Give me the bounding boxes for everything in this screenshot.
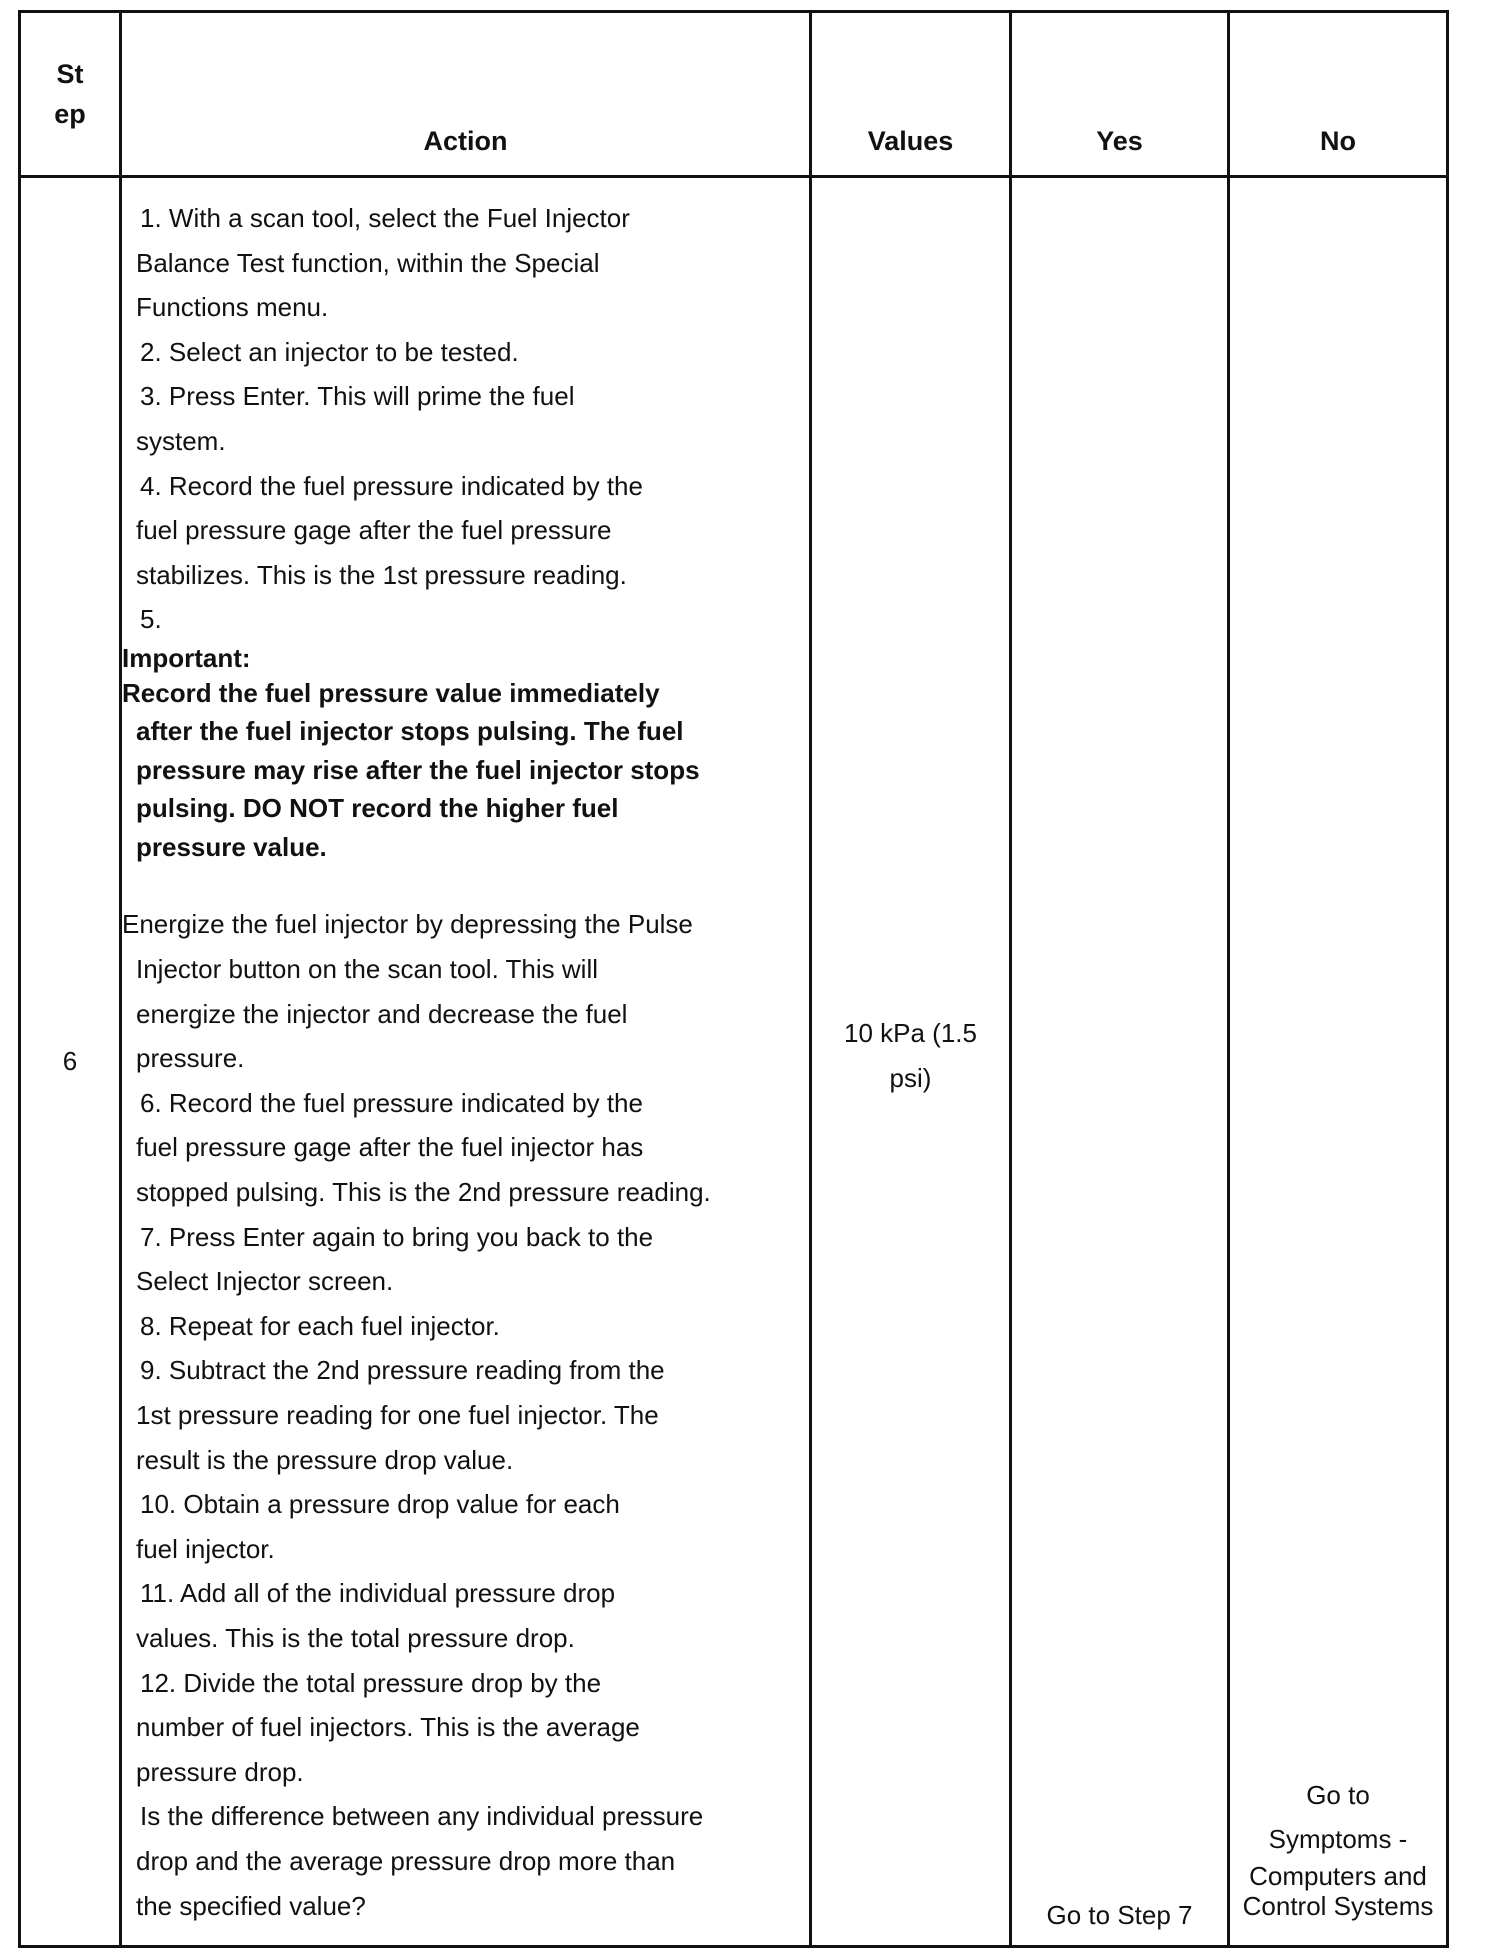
important-line: pressure may rise after the fuel injector stops	[136, 754, 700, 785]
question-line: the specified value?	[136, 1890, 366, 1921]
action-line: 3. Press Enter. This will prime the fuel	[140, 381, 575, 412]
action-line: fuel injector.	[136, 1533, 275, 1564]
question-line: drop and the average pressure drop more than	[136, 1845, 676, 1876]
action-line: Select Injector screen.	[136, 1266, 394, 1297]
header-step-line1: St	[56, 59, 84, 89]
important-line: Record the fuel pressure value immediately	[122, 677, 660, 708]
header-action: Action	[121, 12, 811, 177]
action-line: 7. Press Enter again to bring you back to the	[140, 1221, 654, 1252]
action-line: result is the pressure drop value.	[136, 1444, 514, 1475]
action-line: 1st pressure reading for one fuel injector. The	[136, 1399, 659, 1430]
action-line: values. This is the total pressure drop.	[136, 1622, 575, 1653]
important-label: Important:	[122, 642, 251, 673]
action-line: 12. Divide the total pressure drop by the	[140, 1667, 602, 1698]
important-line: after the fuel injector stops pulsing. The fuel	[136, 716, 684, 747]
header-yes: Yes	[1011, 12, 1229, 177]
question-line: Is the difference between any individual pressure	[140, 1801, 704, 1832]
action-line: 8. Repeat for each fuel injector.	[140, 1310, 500, 1341]
action-line: fuel pressure gage after the fuel pressure	[136, 515, 612, 546]
action-line: Balance Test function, within the Special	[136, 247, 600, 278]
header-step	[20, 12, 121, 177]
no-link[interactable]	[1230, 1773, 1446, 1945]
action-line: fuel pressure gage after the fuel injector has	[136, 1132, 644, 1163]
values-line: 10 kPa (1.5	[844, 1017, 977, 1048]
no-line: Computers and	[1249, 1861, 1427, 1891]
action-line: 4. Record the fuel pressure indicated by the	[140, 470, 643, 501]
action-line: stabilizes. This is the 1st pressure reading.	[136, 559, 627, 590]
action-line: Functions menu.	[136, 292, 329, 323]
no-line: Go to	[1306, 1780, 1370, 1810]
action-line: 11. Add all of the individual pressure drop	[140, 1578, 616, 1609]
no-cell	[1229, 177, 1448, 1947]
header-values: Values	[811, 12, 1011, 177]
no-line: Symptoms -	[1268, 1824, 1408, 1854]
action-line: 6. Record the fuel pressure indicated by the	[140, 1087, 643, 1118]
action-line: system.	[136, 425, 226, 456]
action-line: 9. Subtract the 2nd pressure reading from the	[140, 1355, 665, 1386]
header-row	[20, 12, 1448, 177]
action-line: 5.	[140, 604, 162, 635]
header-step-line2: ep	[54, 99, 86, 129]
diagnostic-table	[18, 10, 1449, 1948]
action-line: stopped pulsing. This is the 2nd pressure reading.	[136, 1177, 711, 1207]
action-line: 10. Obtain a pressure drop value for each	[140, 1489, 620, 1520]
no-line: Control Systems	[1242, 1891, 1434, 1921]
action-line: 2. Select an injector to be tested.	[140, 336, 519, 367]
values-line: psi)	[889, 1062, 932, 1093]
important-line: pressure value.	[136, 831, 327, 862]
header-no: No	[1229, 12, 1448, 177]
action-line: pressure.	[136, 1043, 245, 1074]
action-line: pressure drop.	[136, 1756, 304, 1787]
step-number: 6	[20, 177, 121, 1947]
action-line: energize the injector and decrease the fuel	[136, 998, 628, 1029]
action-line: Energize the fuel injector by depressing the Pulse	[122, 909, 693, 940]
yes-link[interactable]: Go to Step 7	[1046, 1900, 1193, 1930]
table-row	[20, 177, 1448, 1947]
important-line: pulsing. DO NOT record the higher fuel	[136, 793, 619, 824]
important-note	[122, 674, 809, 867]
yes-cell	[1011, 177, 1229, 1947]
values-cell	[811, 177, 1011, 1947]
action-line: Injector button on the scan tool. This will	[136, 954, 598, 985]
action-line: 1. With a scan tool, select the Fuel Injector	[140, 203, 630, 233]
action-line: number of fuel injectors. This is the average	[136, 1712, 640, 1743]
action-cell	[121, 177, 811, 1947]
